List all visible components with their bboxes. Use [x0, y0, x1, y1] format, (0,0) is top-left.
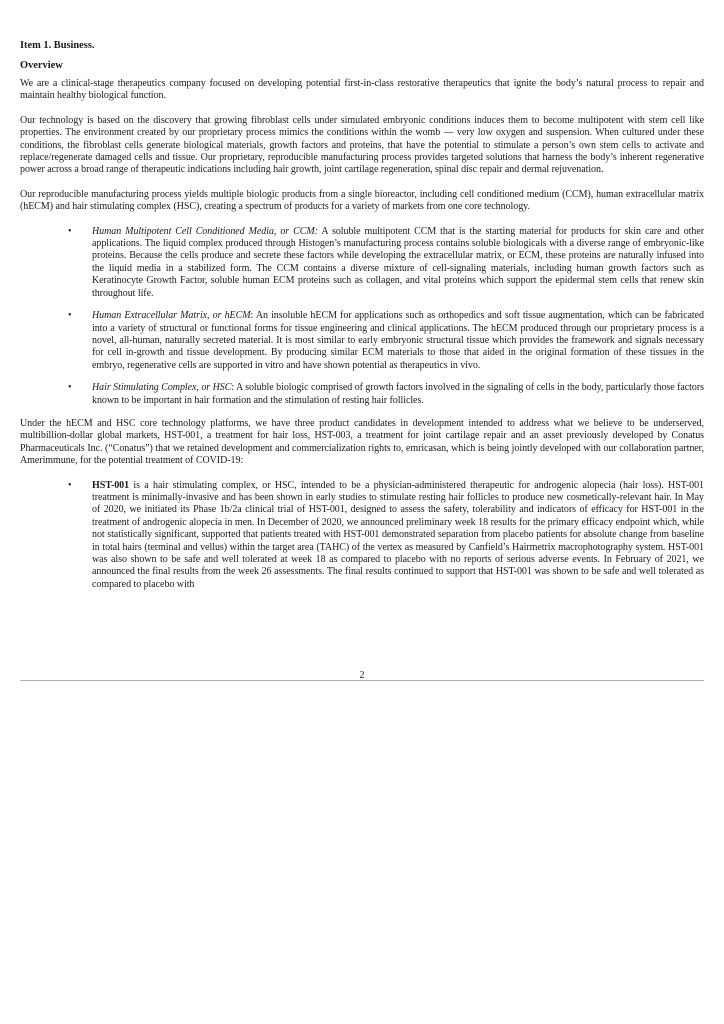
- product-name: Human Multipotent Cell Conditioned Media, or CCM:: [92, 225, 318, 237]
- overview-paragraph: We are a clinical-stage therapeutics company focused on developing potential first-in-class restorative therapeutics that ignite the body’s natural process to repair and maintain healthy biological function.: [20, 78, 704, 102]
- list-item: [20, 310, 704, 372]
- product-list: [20, 226, 704, 407]
- product-description: : A soluble biologic comprised of growth factors involved in the signaling of cells in the body, particularly those factors known to be important in hair formation and the stimulation of resting hair follicles.: [92, 382, 704, 406]
- list-item: [20, 480, 704, 592]
- list-item: [20, 382, 704, 407]
- product-description: : An insoluble hECM for applications such as orthopedics and soft tissue augmentation, which can be fabricated into a variety of structural or functional forms for tissue engineering and clinical applications. The hECM produced through our proprietary process is a novel, all-human, naturally secreted material. It is most similar to early embryonic structural tissue which provides the framework and signals necessary for cell in-growth and tissue development. By producing similar ECM materials to those that aided in the original formation of these tissues in the embryo, regenerative cells are supported in vitro and have shown potential as therapeutics in vivo.: [92, 310, 705, 371]
- list-item: [20, 226, 704, 300]
- page-number: 2: [359, 670, 365, 681]
- candidate-description: is a hair stimulating complex, or HSC, intended to be a physician-administered therapeutic for androgenic alopecia (hair loss). HST-001 treatment is minimally-invasive and has been shown in early studies to stimulate resting hair follicles to produce new cosmetically-relevant hair. In May of 2020, we initiated its Phase 1b/2a clinical trial of HST-001, designed to assess the safety, tolerability and indicators of efficacy for HST-001 in the treatment of androgenic alopecia in men. In December of 2020, we announced preliminary week 18 results for the primary efficacy endpoint which, while not statistically significant, supported that patients treated with HST-001 demonstrated separation from placebo patients for absolute change from baseline in total hairs (terminal and vellus) within the target area (TAHC) of the vertex as measured by Canfield’s Hairmetrix macrophotography system. HST-001 was also shown to be safe and well tolerated at week 18 as compared to placebo with no reports of serious adverse events. In February of 2021, we announced the final results from the week 26 assessments. The final results continued to support that HST-001 was shown to be safe and well tolerated as compared to placebo with: [92, 479, 704, 590]
- bullet-icon: •: [68, 479, 72, 491]
- manufacturing-paragraph: Our reproducible manufacturing process yields multiple biologic products from a single bioreactor, including cell conditioned medium (CCM), human extracellular matrix (hECM) and hair stimulating complex (HSC), creating a spectrum of products for a variety of markets from one core technology.: [20, 188, 704, 213]
- item-heading: Item 1. Business.: [20, 40, 95, 51]
- bullet-icon: •: [68, 310, 72, 322]
- bullet-icon: •: [68, 225, 72, 237]
- page-divider: [20, 680, 704, 681]
- bullet-icon: •: [68, 382, 72, 394]
- product-name: Hair Stimulating Complex, or HSC: [92, 382, 232, 394]
- candidate-list: [20, 480, 704, 592]
- product-name: Human Extracellular Matrix, or hECM: [92, 310, 251, 322]
- candidate-name: HST-001: [92, 479, 130, 491]
- technology-paragraph: Our technology is based on the discovery that growing fibroblast cells under simulated embryonic conditions induces them to become multipotent with stem cell like properties. The environment created by our proprietary process mimics the conditions within the womb — very low oxygen and suspension. When cultured under these conditions, the fibroblast cells generate biological materials, growth factors and proteins, that have the potential to stimulate a person’s own stem cells to activate and replace/regenerate damaged cells and tissue. Our proprietary, reproducible manufacturing process provides targeted solutions that harness the body’s inherent regenerative power across a broad range of therapeutic indications including hair growth, joint cartilage regeneration, spinal disc repair and dermal rejuvenation.: [20, 114, 704, 176]
- document-page: [20, 40, 705, 681]
- product-description: A soluble multipotent CCM that is the starting material for products for skin care and other applications. The liquid complex produced through Histogen’s manufacturing process contains soluble biologicals with a diverse range of embryonic-like proteins. Because the cells produce and secrete these factors while developing the extracellular matrix, or ECM, these proteins are naturally infused into the liquid media in a stabilized form. The CCM contains a diverse mixture of cell-signaling materials, including human growth factors such as Keratinocyte Growth Factor, soluble human ECM proteins such as collagen, and vital proteins which support the epidermal stem cells that renew skin throughout life.: [92, 225, 704, 299]
- candidates-paragraph: Under the hECM and HSC core technology platforms, we have three product candidates in development intended to address what we believe to be underserved, multibillion-dollar global markets, HST-001, a treatment for hair loss, HST-003, a treatment for joint cartilage repair and an asset previously developed by Conatus Pharmaceuticals Inc. (“Conatus”) that we retained development and commercialization rights to, emricasan, which is being jointly developed with our collaboration partner, Amerimmune, for the potential treatment of COVID-19:: [20, 417, 704, 467]
- overview-heading: Overview: [20, 60, 63, 71]
